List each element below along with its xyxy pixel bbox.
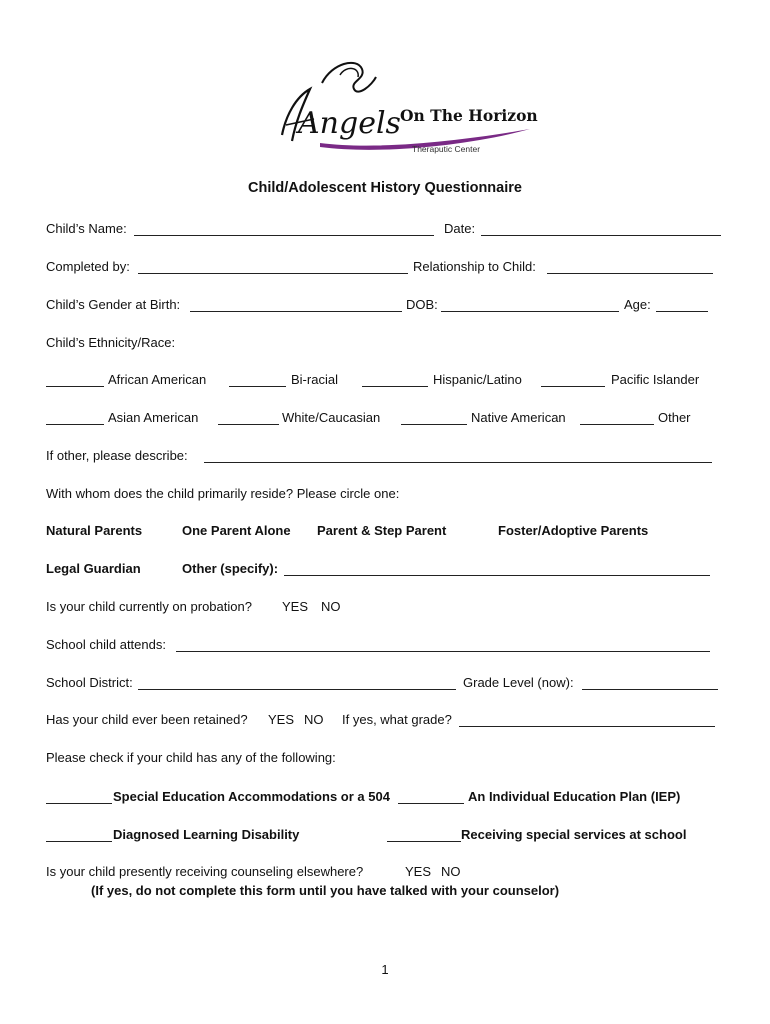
ethnicity-check-native-american[interactable]: [401, 424, 467, 425]
if-other-field[interactable]: [204, 462, 712, 463]
angels-on-the-horizon-logo: [262, 55, 540, 155]
page-number: 1: [381, 962, 389, 977]
counseling-no[interactable]: NO: [441, 864, 461, 879]
residence-option-foster-adoptive[interactable]: Foster/Adoptive Parents: [498, 523, 649, 538]
dob-label: DOB:: [406, 297, 438, 312]
ethnicity-option: Other: [658, 410, 691, 425]
residence-other-field[interactable]: [284, 575, 710, 576]
probation-no[interactable]: NO: [321, 599, 341, 614]
residence-question: With whom does the child primarily reside? Please circle one:: [46, 486, 400, 501]
check-iep[interactable]: [398, 803, 464, 804]
check-item-label: Receiving special services at school: [461, 827, 687, 842]
retained-row: [46, 711, 726, 729]
check-items-row-1: [46, 788, 726, 806]
school-district-field[interactable]: [138, 689, 456, 690]
date-field[interactable]: [481, 235, 721, 236]
check-item-label: Special Education Accommodations or a 504: [113, 789, 390, 804]
school-district-label: School District:: [46, 675, 133, 690]
check-prompt: Please check if your child has any of the following:: [46, 750, 336, 765]
residence-option-natural-parents[interactable]: Natural Parents: [46, 523, 143, 538]
age-field[interactable]: [656, 311, 708, 312]
counseling-note: (If yes, do not complete this form until you have talked with your counselor): [91, 883, 560, 898]
ethnicity-check-hispanic[interactable]: [362, 386, 428, 387]
probation-row: [46, 598, 726, 616]
logo-subtitle-text: Theraputic Center: [412, 144, 481, 154]
logo-graphic: [262, 55, 540, 155]
if-other-row: [46, 447, 726, 465]
retained-followup-label: If yes, what grade?: [342, 712, 452, 727]
relationship-label: Relationship to Child:: [413, 259, 536, 274]
retained-question: Has your child ever been retained?: [46, 712, 248, 727]
check-special-services[interactable]: [387, 841, 461, 842]
school-attends-row: [46, 636, 726, 654]
completed-by-label: Completed by:: [46, 259, 130, 274]
completed-by-row: [46, 258, 726, 276]
gender-dob-age-row: [46, 296, 726, 314]
childs-name-label: Child’s Name:: [46, 221, 127, 236]
gender-field[interactable]: [190, 311, 402, 312]
ethnicity-option: Pacific Islander: [611, 372, 700, 387]
grade-level-field[interactable]: [582, 689, 718, 690]
school-district-row: [46, 674, 726, 692]
check-special-education[interactable]: [46, 803, 112, 804]
ethnicity-options-row-2: [46, 409, 726, 427]
counseling-yes[interactable]: YES: [405, 864, 432, 879]
ethnicity-option: Native American: [471, 410, 566, 425]
residence-options-row-1: [46, 522, 726, 540]
ethnicity-check-bi-racial[interactable]: [229, 386, 286, 387]
ethnicity-option: Hispanic/Latino: [433, 372, 522, 387]
name-date-row: [46, 220, 726, 238]
school-attends-label: School child attends:: [46, 637, 166, 652]
ethnicity-option: White/Caucasian: [282, 410, 381, 425]
age-label: Age:: [624, 297, 651, 312]
page-title: Child/Adolescent History Questionnaire: [248, 180, 522, 196]
check-items-row-2: [46, 826, 726, 844]
ethnicity-check-white[interactable]: [218, 424, 279, 425]
dob-field[interactable]: [441, 311, 619, 312]
retained-grade-field[interactable]: [459, 726, 715, 727]
residence-option-legal-guardian[interactable]: Legal Guardian: [46, 561, 141, 576]
logo-brand-text: On The Horizon: [400, 106, 538, 125]
ethnicity-row: [46, 334, 726, 352]
if-other-label: If other, please describe:: [46, 448, 188, 463]
check-learning-disability[interactable]: [46, 841, 112, 842]
probation-yes[interactable]: YES: [282, 599, 309, 614]
school-attends-field[interactable]: [176, 651, 710, 652]
check-item-label: Diagnosed Learning Disability: [113, 827, 300, 842]
residence-option-step-parent[interactable]: Parent & Step Parent: [317, 523, 447, 538]
gender-label: Child’s Gender at Birth:: [46, 297, 181, 312]
ethnicity-check-other[interactable]: [580, 424, 654, 425]
logo-script-text: Angels: [298, 106, 401, 141]
ethnicity-option: Bi-racial: [291, 372, 338, 387]
ethnicity-option: African American: [108, 372, 207, 387]
probation-question: Is your child currently on probation?: [46, 599, 252, 614]
ethnicity-label: Child’s Ethnicity/Race:: [46, 335, 176, 350]
check-prompt-row: [46, 749, 726, 767]
counseling-note-row: [46, 882, 726, 900]
retained-no[interactable]: NO: [304, 712, 324, 727]
counseling-row: [46, 863, 726, 881]
counseling-question: Is your child presently receiving counseling elsewhere?: [46, 864, 364, 879]
date-label: Date:: [444, 221, 476, 236]
check-item-label: An Individual Education Plan (IEP): [468, 789, 681, 804]
residence-question-row: [46, 485, 726, 503]
completed-by-field[interactable]: [138, 273, 408, 274]
relationship-field[interactable]: [547, 273, 713, 274]
ethnicity-option: Asian American: [108, 410, 199, 425]
retained-yes[interactable]: YES: [268, 712, 295, 727]
ethnicity-check-asian-american[interactable]: [46, 424, 104, 425]
ethnicity-options-row-1: [46, 371, 726, 389]
residence-option-one-parent[interactable]: One Parent Alone: [182, 523, 291, 538]
residence-options-row-2: [46, 560, 726, 578]
ethnicity-check-pacific-islander[interactable]: [541, 386, 605, 387]
grade-level-label: Grade Level (now):: [463, 675, 574, 690]
residence-option-other[interactable]: Other (specify):: [182, 561, 279, 576]
childs-name-field[interactable]: [134, 235, 434, 236]
ethnicity-check-african-american[interactable]: [46, 386, 104, 387]
